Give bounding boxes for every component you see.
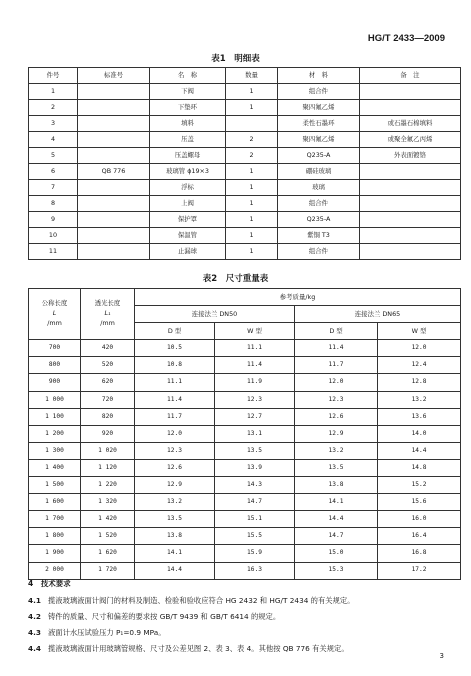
cell-quantity: 1 [226,180,278,196]
size-weight-row [29,408,461,425]
cell-remarks [360,84,461,100]
cell-dn50-d-mass: 13.2 [135,494,215,511]
cell-material: 组合件 [278,244,360,260]
col-header-dn50-d-type: D 型 [135,323,215,340]
cell-dn65-w-mass: 13.6 [378,408,461,425]
size-weight-row [29,477,461,494]
cell-dn50-d-mass: 13.8 [135,528,215,545]
section-4-heading: 4 技术要求 [28,579,71,588]
col-header-name: 名 称 [150,68,226,84]
cell-dn65-d-mass: 14.1 [295,494,378,511]
cell-standard-no [78,148,150,164]
cell-dn50-w-mass: 13.5 [215,442,295,459]
cell-dn50-w-mass: 11.1 [215,340,295,357]
cell-dn65-w-mass: 16.8 [378,545,461,562]
cell-name: 保护罩 [150,212,226,228]
cell-name: 下阀 [150,84,226,100]
requirement-item [28,644,349,654]
cell-dn65-w-mass: 14.8 [378,459,461,476]
cell-material: 玻璃 [278,180,360,196]
cell-visible-length: 1 320 [81,494,135,511]
requirement-number: 4.1 [28,596,41,605]
col-header-nominal-length: 公称长度 L /mm [29,289,81,340]
cell-remarks [360,164,461,180]
parts-row [29,132,461,148]
cell-dn65-w-mass: 12.4 [378,357,461,374]
requirement-text: 揽液玻璃液面计用玻璃管规格、尺寸及公差见图 2、表 3、表 4。其他按 QB 776 有关规定。 [48,644,349,653]
cell-nominal-length: 1 900 [29,545,81,562]
cell-dn65-w-mass: 13.2 [378,391,461,408]
cell-dn50-d-mass: 12.0 [135,425,215,442]
cell-dn65-d-mass: 13.5 [295,459,378,476]
parts-list-table [28,67,461,260]
cell-nominal-length: 1 100 [29,408,81,425]
size-weight-row [29,442,461,459]
table1-caption: 表1 明细表 [211,54,260,64]
cell-material: Q235-A [278,148,360,164]
cell-name: 玻璃管 ϕ19×3 [150,164,226,180]
cell-nominal-length: 1 200 [29,425,81,442]
cell-material: 硼硅玻璃 [278,164,360,180]
cell-material: 聚四氟乙烯 [278,132,360,148]
cell-dn65-w-mass: 15.2 [378,477,461,494]
cell-quantity [226,116,278,132]
cell-dn50-d-mass: 14.4 [135,562,215,579]
cell-nominal-length: 2 000 [29,562,81,579]
cell-dn65-w-mass: 16.4 [378,528,461,545]
cell-part-no: 3 [29,116,78,132]
cell-dn50-d-mass: 11.1 [135,374,215,391]
size-weight-row [29,545,461,562]
col-header-part-no: 件号 [29,68,78,84]
cell-dn50-d-mass: 10.8 [135,357,215,374]
cell-name: 填料 [150,116,226,132]
col-header-material: 材 料 [278,68,360,84]
cell-remarks [360,244,461,260]
size-weight-row [29,511,461,528]
cell-dn50-d-mass: 12.9 [135,477,215,494]
parts-row [29,84,461,100]
cell-quantity: 1 [226,84,278,100]
parts-row [29,212,461,228]
cell-dn50-w-mass: 12.7 [215,408,295,425]
cell-part-no: 1 [29,84,78,100]
cell-remarks: 或聚全氟乙丙烯 [360,132,461,148]
cell-nominal-length: 1 800 [29,528,81,545]
cell-dn50-w-mass: 15.5 [215,528,295,545]
cell-nominal-length: 1 400 [29,459,81,476]
cell-standard-no [78,116,150,132]
cell-standard-no: QB 776 [78,164,150,180]
cell-part-no: 2 [29,100,78,116]
requirement-number: 4.4 [28,644,41,653]
cell-dn65-d-mass: 15.0 [295,545,378,562]
cell-part-no: 6 [29,164,78,180]
cell-quantity: 2 [226,148,278,164]
col-header-reference-mass: 参考质量/kg [135,289,461,306]
cell-dn50-d-mass: 13.5 [135,511,215,528]
cell-remarks: 或石墨石棉填料 [360,116,461,132]
size-weight-row [29,494,461,511]
requirement-number: 4.3 [28,628,41,637]
parts-row [29,196,461,212]
cell-dn50-w-mass: 16.3 [215,562,295,579]
cell-visible-length: 1 520 [81,528,135,545]
cell-dn50-w-mass: 12.3 [215,391,295,408]
cell-material: Q235-A [278,212,360,228]
size-weight-row [29,340,461,357]
standard-number: HG/T 2433—2009 [367,33,445,44]
requirement-item [28,628,166,638]
cell-visible-length: 1 620 [81,545,135,562]
col-header-flange-dn65: 连接法兰 DN65 [295,306,461,323]
cell-dn50-w-mass: 11.9 [215,374,295,391]
requirement-text: 揽液玻璃液面计阀门的材料及制造、检验和验收应符合 HG 2432 和 HG/T 2434 的有关规定。 [48,596,355,605]
cell-dn65-d-mass: 12.9 [295,425,378,442]
cell-standard-no [78,228,150,244]
cell-standard-no [78,180,150,196]
cell-quantity: 1 [226,212,278,228]
col-header-standard-no: 标准号 [78,68,150,84]
requirement-item [28,596,354,606]
cell-dn50-w-mass: 13.1 [215,425,295,442]
cell-part-no: 10 [29,228,78,244]
parts-row [29,180,461,196]
cell-visible-length: 1 220 [81,477,135,494]
size-weight-row [29,425,461,442]
cell-visible-length: 920 [81,425,135,442]
cell-dn65-d-mass: 14.7 [295,528,378,545]
cell-visible-length: 420 [81,340,135,357]
cell-part-no: 4 [29,132,78,148]
cell-dn65-d-mass: 11.7 [295,357,378,374]
cell-nominal-length: 900 [29,374,81,391]
cell-visible-length: 1 020 [81,442,135,459]
cell-dn50-d-mass: 14.1 [135,545,215,562]
cell-name: 上阀 [150,196,226,212]
cell-nominal-length: 1 300 [29,442,81,459]
cell-nominal-length: 1 600 [29,494,81,511]
cell-quantity: 1 [226,228,278,244]
cell-name: 保温管 [150,228,226,244]
cell-part-no: 5 [29,148,78,164]
cell-remarks: 外表面镀铬 [360,148,461,164]
cell-quantity: 1 [226,100,278,116]
parts-row [29,116,461,132]
cell-name: 下垫环 [150,100,226,116]
cell-quantity: 1 [226,196,278,212]
cell-nominal-length: 1 700 [29,511,81,528]
table2-caption: 表2 尺寸重量表 [202,274,269,284]
cell-dn50-d-mass: 11.7 [135,408,215,425]
cell-remarks [360,228,461,244]
cell-dn65-d-mass: 14.4 [295,511,378,528]
size-weight-row [29,459,461,476]
cell-quantity: 2 [226,132,278,148]
cell-remarks [360,180,461,196]
cell-material: 聚四氟乙烯 [278,100,360,116]
cell-name: 止漏球 [150,244,226,260]
cell-nominal-length: 800 [29,357,81,374]
cell-material: 组合件 [278,84,360,100]
table1-header-row [29,68,461,84]
cell-dn65-w-mass: 14.0 [378,425,461,442]
cell-material: 组合件 [278,196,360,212]
cell-dn65-w-mass: 12.8 [378,374,461,391]
cell-material: 柔性石墨环 [278,116,360,132]
cell-remarks [360,100,461,116]
cell-visible-length: 720 [81,391,135,408]
cell-dn50-w-mass: 11.4 [215,357,295,374]
cell-dn50-w-mass: 15.9 [215,545,295,562]
size-weight-row [29,562,461,579]
cell-dn65-d-mass: 12.0 [295,374,378,391]
cell-part-no: 8 [29,196,78,212]
requirement-text: 液面计水压试验压力 P₁=0.9 MPa。 [48,628,166,637]
cell-visible-length: 820 [81,408,135,425]
cell-visible-length: 520 [81,357,135,374]
parts-row [29,100,461,116]
cell-nominal-length: 1 000 [29,391,81,408]
cell-material: 紫铜 T3 [278,228,360,244]
cell-dn50-d-mass: 11.4 [135,391,215,408]
cell-part-no: 7 [29,180,78,196]
col-header-quantity: 数量 [226,68,278,84]
cell-remarks [360,196,461,212]
requirement-text: 铸件的质量、尺寸和偏差的要求按 GB/T 9439 和 GB/T 6414 的规定。 [48,612,281,621]
cell-dn65-d-mass: 11.4 [295,340,378,357]
col-header-visible-length: 透光长度 L₁ /mm [81,289,135,340]
cell-dn50-w-mass: 15.1 [215,511,295,528]
cell-name: 浮标 [150,180,226,196]
cell-dn65-w-mass: 15.6 [378,494,461,511]
cell-dn50-w-mass: 13.9 [215,459,295,476]
cell-dn50-w-mass: 14.3 [215,477,295,494]
cell-dn50-d-mass: 10.5 [135,340,215,357]
cell-standard-no [78,132,150,148]
cell-visible-length: 1 420 [81,511,135,528]
cell-dn65-d-mass: 15.3 [295,562,378,579]
size-weight-row [29,391,461,408]
cell-standard-no [78,196,150,212]
col-header-dn65-d-type: D 型 [295,323,378,340]
cell-dn65-w-mass: 12.0 [378,340,461,357]
cell-visible-length: 1 720 [81,562,135,579]
cell-dn65-w-mass: 16.0 [378,511,461,528]
size-weight-row [29,528,461,545]
requirement-item [28,612,280,622]
cell-standard-no [78,212,150,228]
cell-quantity: 1 [226,244,278,260]
cell-dn50-d-mass: 12.6 [135,459,215,476]
cell-part-no: 11 [29,244,78,260]
parts-row [29,228,461,244]
size-weight-row [29,374,461,391]
cell-remarks [360,212,461,228]
size-weight-row [29,357,461,374]
parts-row [29,244,461,260]
requirement-number: 4.2 [28,612,41,621]
cell-dn65-d-mass: 12.3 [295,391,378,408]
col-header-dn65-w-type: W 型 [378,323,461,340]
parts-row [29,164,461,180]
cell-part-no: 9 [29,212,78,228]
col-header-dn50-w-type: W 型 [215,323,295,340]
cell-quantity: 1 [226,164,278,180]
cell-dn65-w-mass: 14.4 [378,442,461,459]
cell-dn50-w-mass: 14.7 [215,494,295,511]
cell-standard-no [78,100,150,116]
cell-visible-length: 620 [81,374,135,391]
cell-dn65-d-mass: 13.8 [295,477,378,494]
cell-name: 压盖 [150,132,226,148]
col-header-flange-dn50: 连接法兰 DN50 [135,306,295,323]
col-header-remarks: 备 注 [360,68,461,84]
cell-dn50-d-mass: 12.3 [135,442,215,459]
page-number: 3 [439,652,444,660]
cell-standard-no [78,84,150,100]
cell-visible-length: 1 120 [81,459,135,476]
cell-nominal-length: 1 500 [29,477,81,494]
size-weight-table [28,288,461,580]
cell-dn65-d-mass: 12.6 [295,408,378,425]
cell-name: 压盖螺母 [150,148,226,164]
cell-dn65-w-mass: 17.2 [378,562,461,579]
parts-row [29,148,461,164]
cell-dn65-d-mass: 13.2 [295,442,378,459]
cell-nominal-length: 700 [29,340,81,357]
cell-standard-no [78,244,150,260]
